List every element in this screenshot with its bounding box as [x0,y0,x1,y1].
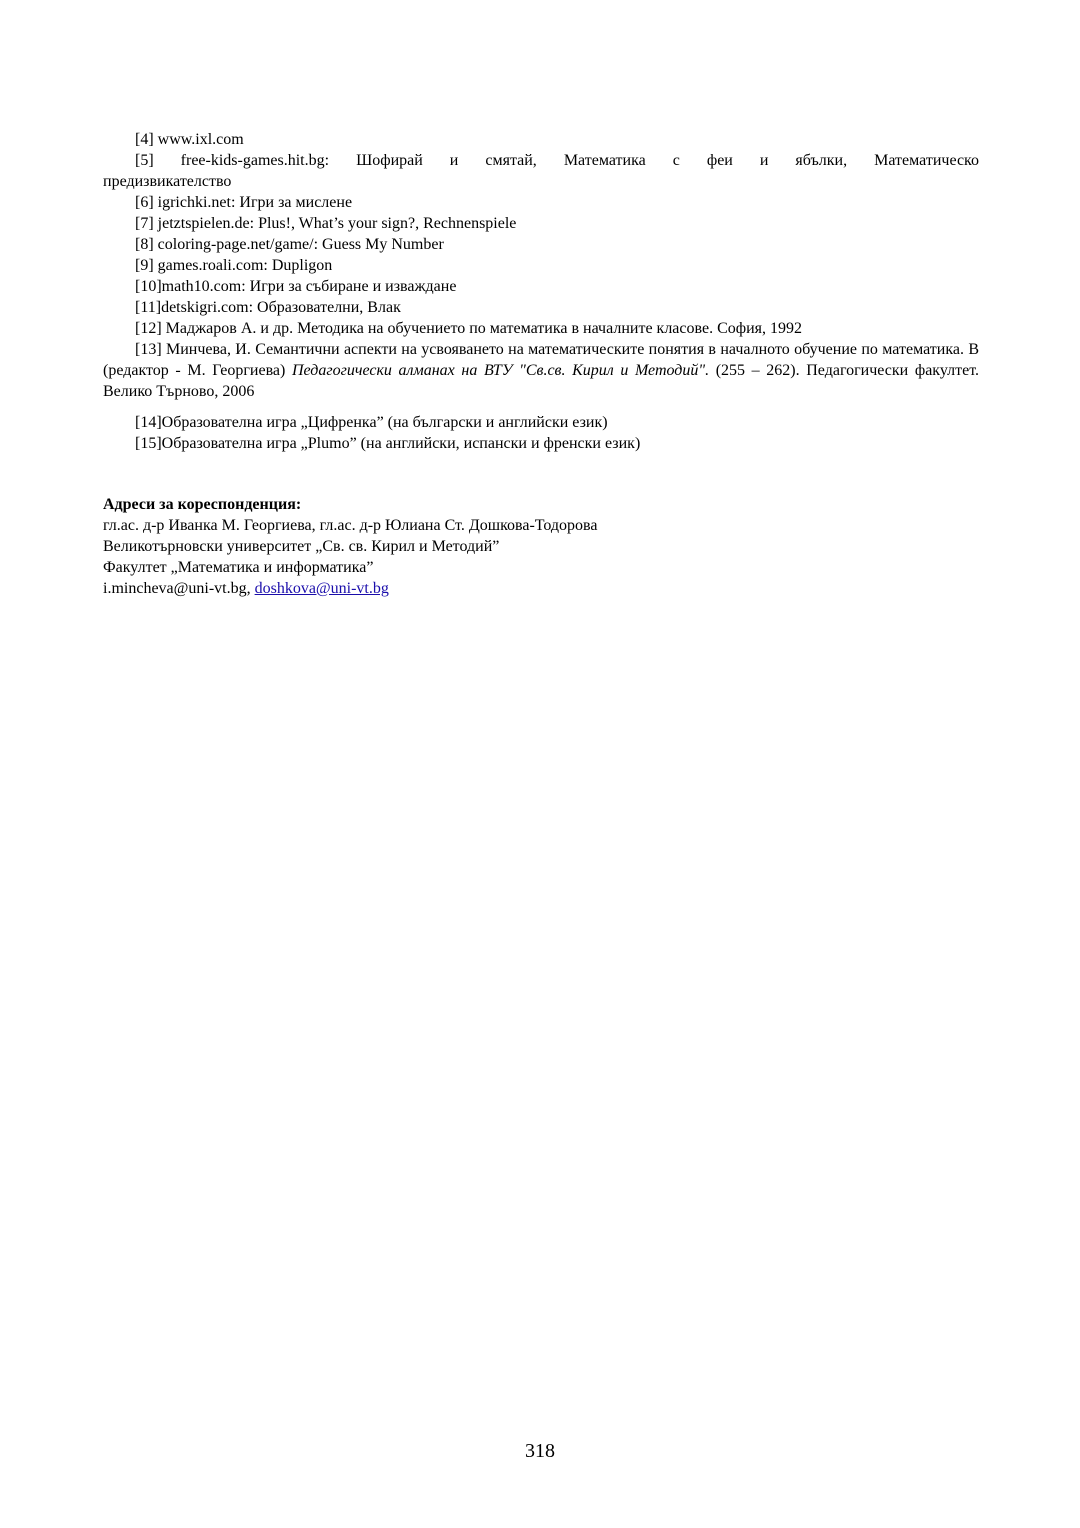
reference-13 [103,339,979,402]
reference-5-continuation: предизвикателство [103,173,232,190]
reference-7: [7] jetztspielen.de: Plus!, What’s your sign?, Rechnenspiele [135,215,517,232]
reference-5: [5] free-kids-games.hit.bg: Шофирай и смятай, Математика с феи и ябълки, Математическо [135,152,979,169]
reference-15: [15]Образователна игра „Plumo” (на английски, испански и френски език) [135,435,641,452]
address-university: Великотърновски университет „Св. св. Кирил и Методий” [103,538,500,555]
page-number: 318 [525,1440,555,1462]
reference-13-journal-title: Педагогически алманах на ВТУ "Св.св. Кирил и Методий". [291,362,710,379]
reference-14: [14]Образователна игра „Цифренка” (на български и английски език) [135,414,608,431]
correspondence-address [103,494,979,599]
email-link[interactable]: doshkova@uni-vt.bg [254,580,389,597]
reference-13-text: [13] Минчева, И. Семантични аспекти на усвояването на математическите понятия в началното обучение по математика. В (редактор - М. Георгиева) [103,341,979,379]
address-emails [103,578,979,599]
reference-12: [12] Маджаров А. и др. Методика на обучението по математика в началните класове. София, 1992 [135,320,803,337]
reference-11: [11]detskigri.com: Образователни, Влак [135,299,401,316]
reference-8: [8] coloring-page.net/game/: Guess My Number [135,236,444,253]
reference-4: [4] www.ixl.com [135,131,244,148]
reference-6: [6] igrichki.net: Игри за мислене [135,194,353,211]
email-plain: i.mincheva@uni-vt.bg, [103,580,255,597]
reference-9: [9] games.roali.com: Dupligon [135,257,333,274]
reference-13-tail: (255 – 262). Педагогически факултет. Велико Търново, 2006 [103,362,980,400]
address-heading: Адреси за кореспонденция: [103,496,302,513]
references-list [103,129,979,454]
address-authors: гл.ас. д-р Иванка М. Георгиева, гл.ас. д-р Юлиана Ст. Дошкова-Тодорова [103,517,598,534]
reference-10: [10]math10.com: Игри за събиране и изваждане [135,278,457,295]
address-faculty: Факултет „Математика и информатика” [103,559,374,576]
